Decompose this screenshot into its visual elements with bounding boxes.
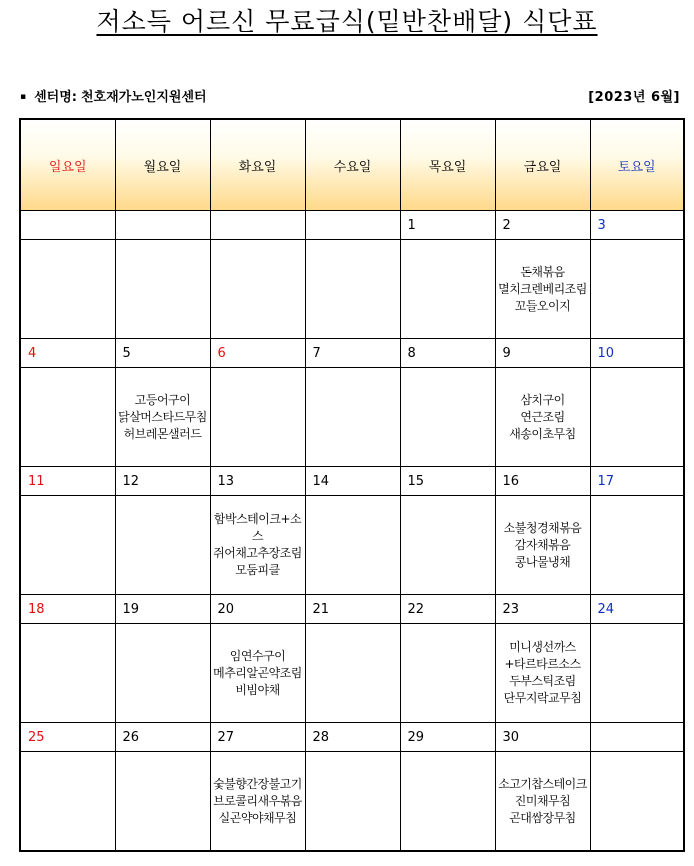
date-cell: 3 <box>590 211 684 240</box>
date-cell: 27 <box>210 723 305 752</box>
weekday-thursday: 목요일 <box>400 119 495 211</box>
date-cell: 28 <box>305 723 400 752</box>
date-cell: 7 <box>305 339 400 368</box>
date-cell: 22 <box>400 595 495 624</box>
menu-cell <box>400 368 495 467</box>
date-cell: 17 <box>590 467 684 496</box>
menu-cell <box>400 752 495 852</box>
date-cell: 10 <box>590 339 684 368</box>
date-cell: 6 <box>210 339 305 368</box>
menu-cell <box>305 240 400 339</box>
weekday-friday: 금요일 <box>495 119 590 211</box>
week-1-date-row <box>20 211 684 240</box>
menu-cell: 임연수구이 메추리알곤약조림 비빔야채 <box>210 624 305 723</box>
date-cell <box>20 211 115 240</box>
weekday-header-row <box>20 119 684 211</box>
weekday-sunday: 일요일 <box>20 119 115 211</box>
menu-cell <box>20 752 115 852</box>
menu-cell <box>115 624 210 723</box>
menu-cell <box>305 496 400 595</box>
week-2-date-row <box>20 339 684 368</box>
date-cell: 8 <box>400 339 495 368</box>
date-cell: 19 <box>115 595 210 624</box>
menu-cell <box>400 240 495 339</box>
menu-cell: 고등어구이 닭살머스타드무침 허브레몬샐러드 <box>115 368 210 467</box>
info-bar <box>20 86 680 106</box>
center-info <box>20 86 207 105</box>
menu-cell <box>400 496 495 595</box>
date-cell: 20 <box>210 595 305 624</box>
menu-cell: 소고기찹스테이크 진미채무침 곤대쌈장무침 <box>495 752 590 852</box>
menu-cell: 삼치구이 연근조림 새송이초무침 <box>495 368 590 467</box>
menu-cell <box>305 368 400 467</box>
date-cell <box>210 211 305 240</box>
date-cell <box>305 211 400 240</box>
week-5-date-row <box>20 723 684 752</box>
week-5-menu-row <box>20 752 684 852</box>
date-cell: 5 <box>115 339 210 368</box>
date-cell: 23 <box>495 595 590 624</box>
date-cell: 4 <box>20 339 115 368</box>
date-cell: 13 <box>210 467 305 496</box>
page-title: 저소득 어르신 무료급식(밑반찬배달) 식단표 <box>96 7 598 36</box>
date-cell: 16 <box>495 467 590 496</box>
menu-calendar <box>19 118 685 852</box>
date-cell: 24 <box>590 595 684 624</box>
date-cell <box>590 723 684 752</box>
date-cell: 30 <box>495 723 590 752</box>
date-cell: 18 <box>20 595 115 624</box>
date-cell: 11 <box>20 467 115 496</box>
menu-cell: 소불청경채볶음 감자채볶음 콩나물냉채 <box>495 496 590 595</box>
week-1-menu-row <box>20 240 684 339</box>
menu-cell <box>590 624 684 723</box>
weekday-monday: 월요일 <box>115 119 210 211</box>
date-cell: 1 <box>400 211 495 240</box>
menu-cell <box>305 752 400 852</box>
menu-cell <box>20 240 115 339</box>
date-cell: 2 <box>495 211 590 240</box>
menu-cell <box>20 624 115 723</box>
menu-cell: 숯불향간장불고기 브로콜리새우볶음 실곤약야채무침 <box>210 752 305 852</box>
menu-cell: 함박스테이크+소스 쥐어채고추장조림 모둠피클 <box>210 496 305 595</box>
menu-cell <box>210 368 305 467</box>
date-cell: 14 <box>305 467 400 496</box>
week-4-menu-row <box>20 624 684 723</box>
weekday-wednesday: 수요일 <box>305 119 400 211</box>
date-cell: 29 <box>400 723 495 752</box>
week-4-date-row <box>20 595 684 624</box>
weekday-saturday: 토요일 <box>590 119 684 211</box>
menu-cell: 미니생선까스 +타르타르소스 두부스틱조림 단무지락교무침 <box>495 624 590 723</box>
date-cell: 15 <box>400 467 495 496</box>
menu-cell <box>590 496 684 595</box>
center-name: 천호재가노인지원센터 <box>80 90 207 105</box>
week-2-menu-row <box>20 368 684 467</box>
date-cell: 25 <box>20 723 115 752</box>
week-3-menu-row <box>20 496 684 595</box>
week-3-date-row <box>20 467 684 496</box>
menu-cell <box>590 752 684 852</box>
menu-cell: 돈채볶음 멸치크렌베리조림 꼬들오이지 <box>495 240 590 339</box>
date-cell: 21 <box>305 595 400 624</box>
date-cell: 12 <box>115 467 210 496</box>
menu-cell <box>590 368 684 467</box>
menu-cell <box>20 496 115 595</box>
menu-cell <box>115 752 210 852</box>
menu-cell <box>210 240 305 339</box>
menu-cell <box>115 496 210 595</box>
month-label: [2023년 6월] <box>588 90 680 105</box>
weekday-tuesday: 화요일 <box>210 119 305 211</box>
date-cell <box>115 211 210 240</box>
date-cell: 26 <box>115 723 210 752</box>
menu-cell <box>590 240 684 339</box>
menu-cell <box>115 240 210 339</box>
date-cell: 9 <box>495 339 590 368</box>
menu-cell <box>20 368 115 467</box>
menu-cell <box>400 624 495 723</box>
menu-cell <box>305 624 400 723</box>
bullet-icon: ▪ <box>20 92 27 102</box>
center-label: 센터명: <box>34 90 77 105</box>
